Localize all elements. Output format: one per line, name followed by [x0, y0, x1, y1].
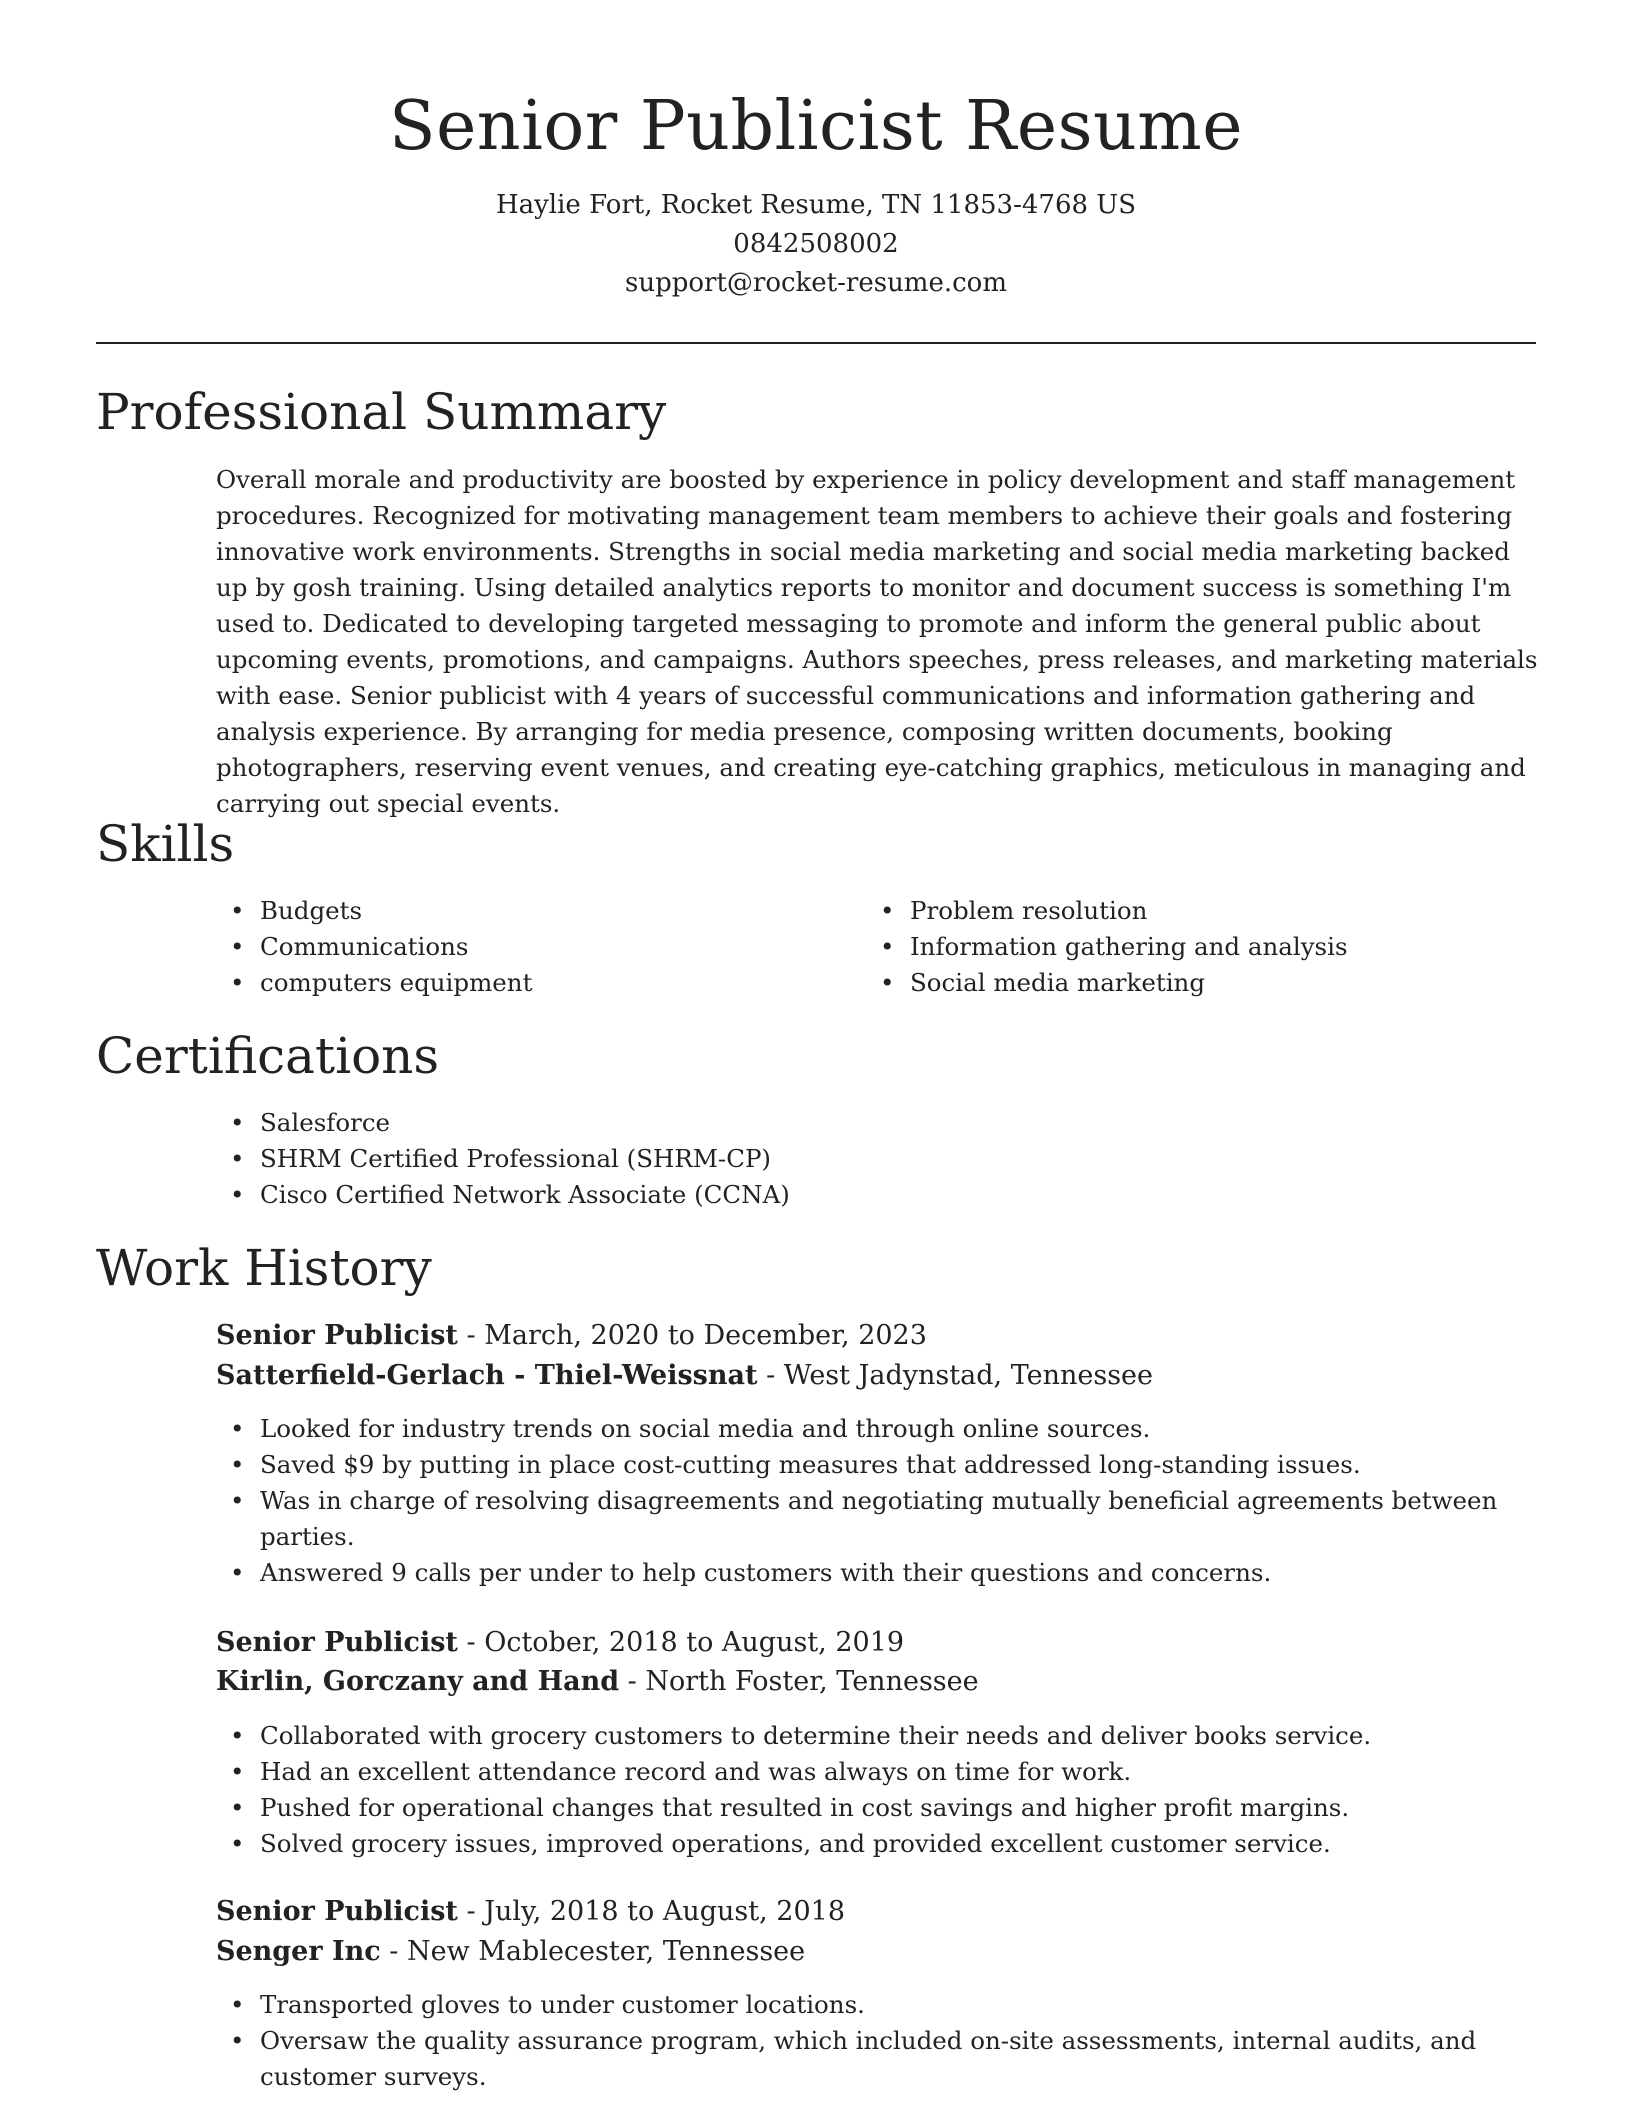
job-title-line — [216, 1623, 904, 1663]
certification-item: • SHRM Certified Professional (SHRM-CP) — [216, 1141, 790, 1177]
skill-item: • computers equipment — [216, 965, 532, 1001]
contact-email: support@rocket-resume.com — [624, 268, 1007, 298]
job-bullets — [216, 1987, 1541, 2095]
certifications-heading: Certifications — [96, 1027, 440, 1085]
job-dates: - October, 2018 to August, 2019 — [457, 1627, 905, 1658]
job-dates: - July, 2018 to August, 2018 — [457, 1896, 846, 1927]
job-company: Satterfield-Gerlach - Thiel-Weissnat — [216, 1360, 758, 1391]
job-role: Senior Publicist — [216, 1627, 458, 1658]
job-company-line — [216, 1932, 805, 1972]
job-bullet: • Collaborated with grocery customers to determine their needs and deliver books service. — [216, 1718, 1541, 1754]
job-bullets — [216, 1718, 1541, 1862]
skills-list-right — [866, 893, 1348, 1001]
skill-item: • Problem resolution — [866, 893, 1348, 929]
job-bullet: • Was in charge of resolving disagreements and negotiating mutually beneficial agreements between parties. — [216, 1483, 1541, 1555]
job-bullet: • Oversaw the quality assurance program, which included on-site assessments, internal audits, and customer surveys. — [216, 2023, 1541, 2095]
skill-item: • Budgets — [216, 893, 532, 929]
header-divider — [96, 342, 1536, 344]
job-location: - North Foster, Tennessee — [619, 1666, 979, 1697]
certification-item: • Cisco Certified Network Associate (CCNA) — [216, 1177, 790, 1213]
skill-item: • Social media marketing — [866, 965, 1348, 1001]
certifications-list — [216, 1105, 790, 1213]
job-bullets — [216, 1411, 1541, 1591]
job-title-line — [216, 1892, 845, 1932]
job-dates: - March, 2020 to December, 2023 — [457, 1320, 927, 1351]
work-history-heading: Work History — [96, 1239, 432, 1297]
job-title-line — [216, 1316, 927, 1356]
job-company-line — [216, 1356, 1153, 1396]
contact-address: Haylie Fort, Rocket Resume, TN 11853-4768 US — [495, 190, 1137, 220]
skills-heading: Skills — [96, 815, 235, 873]
summary-text: Overall morale and productivity are boosted by experience in policy development and staff management procedures. Recognized for motivating management team members to achieve their goals and fostering innovative work environments. Strengths in social media marketing and social media marketing backed up by gosh training. Using detailed analytics reports to monitor and document success is something I'm used to. Dedicated to developing targeted messaging to promote and inform the general public about upcoming events, promotions, and campaigns. Authors speeches, press releases, and marketing materials with ease. Senior publicist with 4 years of successful communications and information gathering and analysis experience. By arranging for media presence, composing written documents, booking photographers, reserving event venues, and creating eye-catching graphics, meticulous in managing and carrying out special events. — [216, 465, 1538, 818]
job-location: - West Jadynstad, Tennessee — [757, 1360, 1154, 1391]
contact-phone: 0842508002 — [733, 229, 899, 259]
job-role: Senior Publicist — [216, 1320, 458, 1351]
job-location: - New Mablecester, Tennessee — [380, 1936, 806, 1967]
job-bullet: • Saved $9 by putting in place cost-cutting measures that addressed long-standing issues. — [216, 1447, 1541, 1483]
resume-title: Senior Publicist Resume — [388, 87, 1244, 166]
summary-heading: Professional Summary — [96, 383, 667, 441]
job-bullet: • Looked for industry trends on social media and through online sources. — [216, 1411, 1541, 1447]
job-bullet: • Had an excellent attendance record and was always on time for work. — [216, 1754, 1541, 1790]
resume-header — [96, 86, 1536, 303]
skills-list-left — [216, 893, 532, 1001]
job-bullet: • Answered 9 calls per under to help customers with their questions and concerns. — [216, 1555, 1541, 1591]
certification-item: • Salesforce — [216, 1105, 790, 1141]
job-bullet: • Transported gloves to under customer locations. — [216, 1987, 1541, 2023]
contact-info — [96, 186, 1536, 303]
skill-item: • Communications — [216, 929, 532, 965]
job-bullet: • Pushed for operational changes that resulted in cost savings and higher profit margins. — [216, 1790, 1541, 1826]
job-company: Kirlin, Gorczany and Hand — [216, 1666, 620, 1697]
skill-item: • Information gathering and analysis — [866, 929, 1348, 965]
job-company: Senger Inc — [216, 1936, 381, 1967]
job-bullet: • Solved grocery issues, improved operations, and provided excellent customer service. — [216, 1826, 1541, 1862]
job-role: Senior Publicist — [216, 1896, 458, 1927]
job-company-line — [216, 1662, 979, 1702]
